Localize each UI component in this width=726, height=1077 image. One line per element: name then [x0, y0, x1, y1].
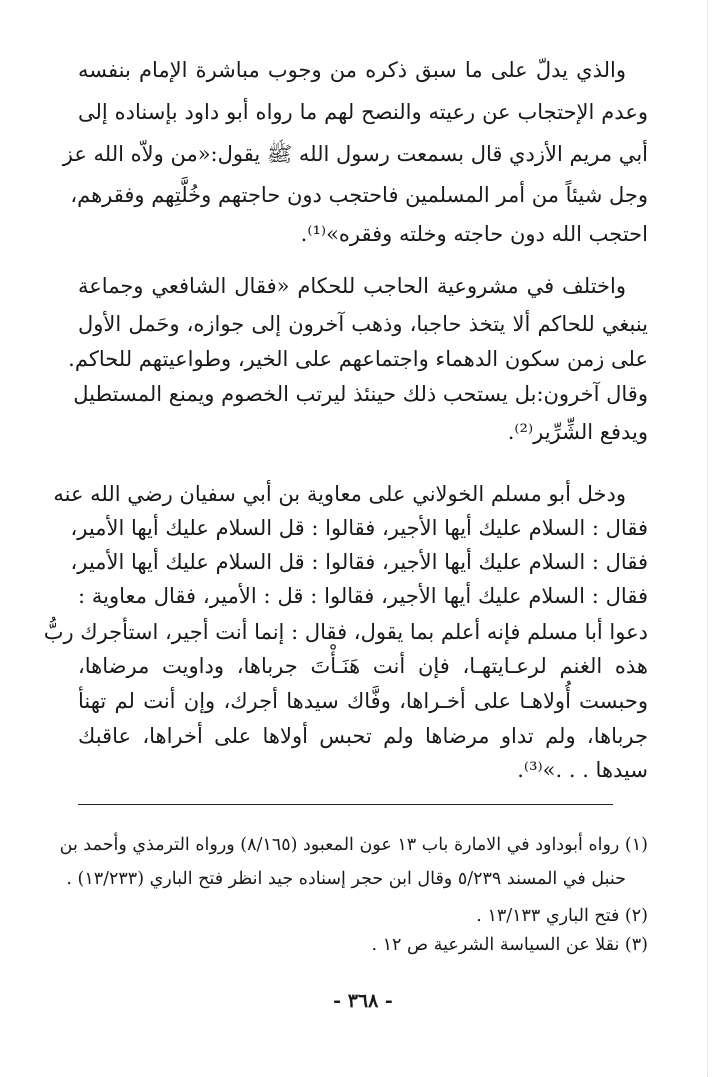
paragraph3-line-3: فقال : السلام عليك أيها الأجير، فقالوا : قل السلام عليك أيها الأمير، [70, 550, 648, 574]
footnote-1-line-1: (١) رواه أبوداود في الامارة باب ١٣ عون المعبود (٨/١٦٥) ورواه الترمذي وأحمد بن [59, 835, 648, 855]
footnote-separator [78, 804, 613, 805]
paragraph1-line-5: احتجب الله دون حاجته وخلته وفقره»⁽¹⁾. [300, 222, 648, 246]
paragraph3-line-7: وحبست أُولاهـا على أخـراها، وفَّاك سيدها أجرك، وإن أنت لم تهنأ [78, 689, 648, 713]
paragraph1-line-2: وعدم الإحتجاب عن رعيته والنصح لهم ما رواه أبو داود بإسناده إلى [78, 100, 648, 124]
paragraph1-line-1: والذي يدلّ على ما سبق ذكره من وجوب مباشرة الإمام بنفسه [78, 58, 626, 82]
paragraph2-line-3: على زمن سكون الدهماء واجتماعهم على الخير، وطواعيتهم للحاكم. [68, 347, 648, 371]
paragraph3-line-9: سيدها . . .»⁽³⁾. [517, 758, 648, 782]
paragraph2-line-2: ينبغي للحاكم ألا يتخذ حاجبا، وذهب آخرون إلى جوازه، وحَمل الأول [78, 312, 648, 336]
paragraph1-line-4: وجل شيئاً من أمر المسلمين فاحتجب دون حاجتهم وخُلَّتِهم وفقرهم، [70, 183, 648, 207]
paragraph3-line-2: فقال : السلام عليك أيها الأجير، فقالوا : قل السلام عليك أيها الأمير، [70, 516, 648, 540]
paragraph3-line-6: هذه الغنم لرعـايتهـا، فإن أنت هَنَـأْتَ جرباها، وداويت مرضاها، [78, 654, 648, 678]
paragraph2-line-4: وقال آخرون:بل يستحب ذلك حينئذ ليرتب الخصوم ويمنع المستطيل [73, 382, 648, 406]
paragraph3-line-5: دعوا أبا مسلم فإنه أعلم بما يقول، فقال : إنما أنت أجير، استأجرك ربُّ [43, 620, 648, 644]
paragraph3-line-1: ودخل أبو مسلم الخولاني على معاوية بن أبي سفيان رضي الله عنه [53, 482, 626, 506]
paragraph1-line-3: أبي مريم الأزدي قال بسمعت رسول الله ﷺ يقول:«من ولاّه الله عز [62, 142, 648, 166]
paragraph3-line-8: جرباها، ولم تداو مرضاها ولم تحبس أولاها على أخراها، عاقبك [78, 724, 648, 748]
page-edge-dots [706, 0, 708, 1077]
footnote-3: (٣) نقلا عن السياسة الشرعية ص ١٢ . [371, 935, 648, 955]
paragraph3-line-4: فقال : السلام عليك أيها الأجير، فقالوا : قل : الأمير، فقال معاوية : [78, 584, 648, 608]
paragraph2-line-1: واختلف في مشروعية الحاجب للحكام «فقال الشافعي وجماعة [78, 274, 626, 298]
footnote-2: (٢) فتح الباري ١٣/١٣٣ . [476, 906, 648, 926]
footnote-1-line-2: حنبل في المسند ٥/٢٣٩ وقال ابن حجر إسناده جيد انظر فتح الباري (١٣/٢٣٣) . [66, 869, 626, 889]
paragraph2-line-5: ويدفع الشِّرِّير⁽²⁾. [507, 420, 648, 444]
page-number: - ٣٦٨ - [333, 990, 393, 1012]
